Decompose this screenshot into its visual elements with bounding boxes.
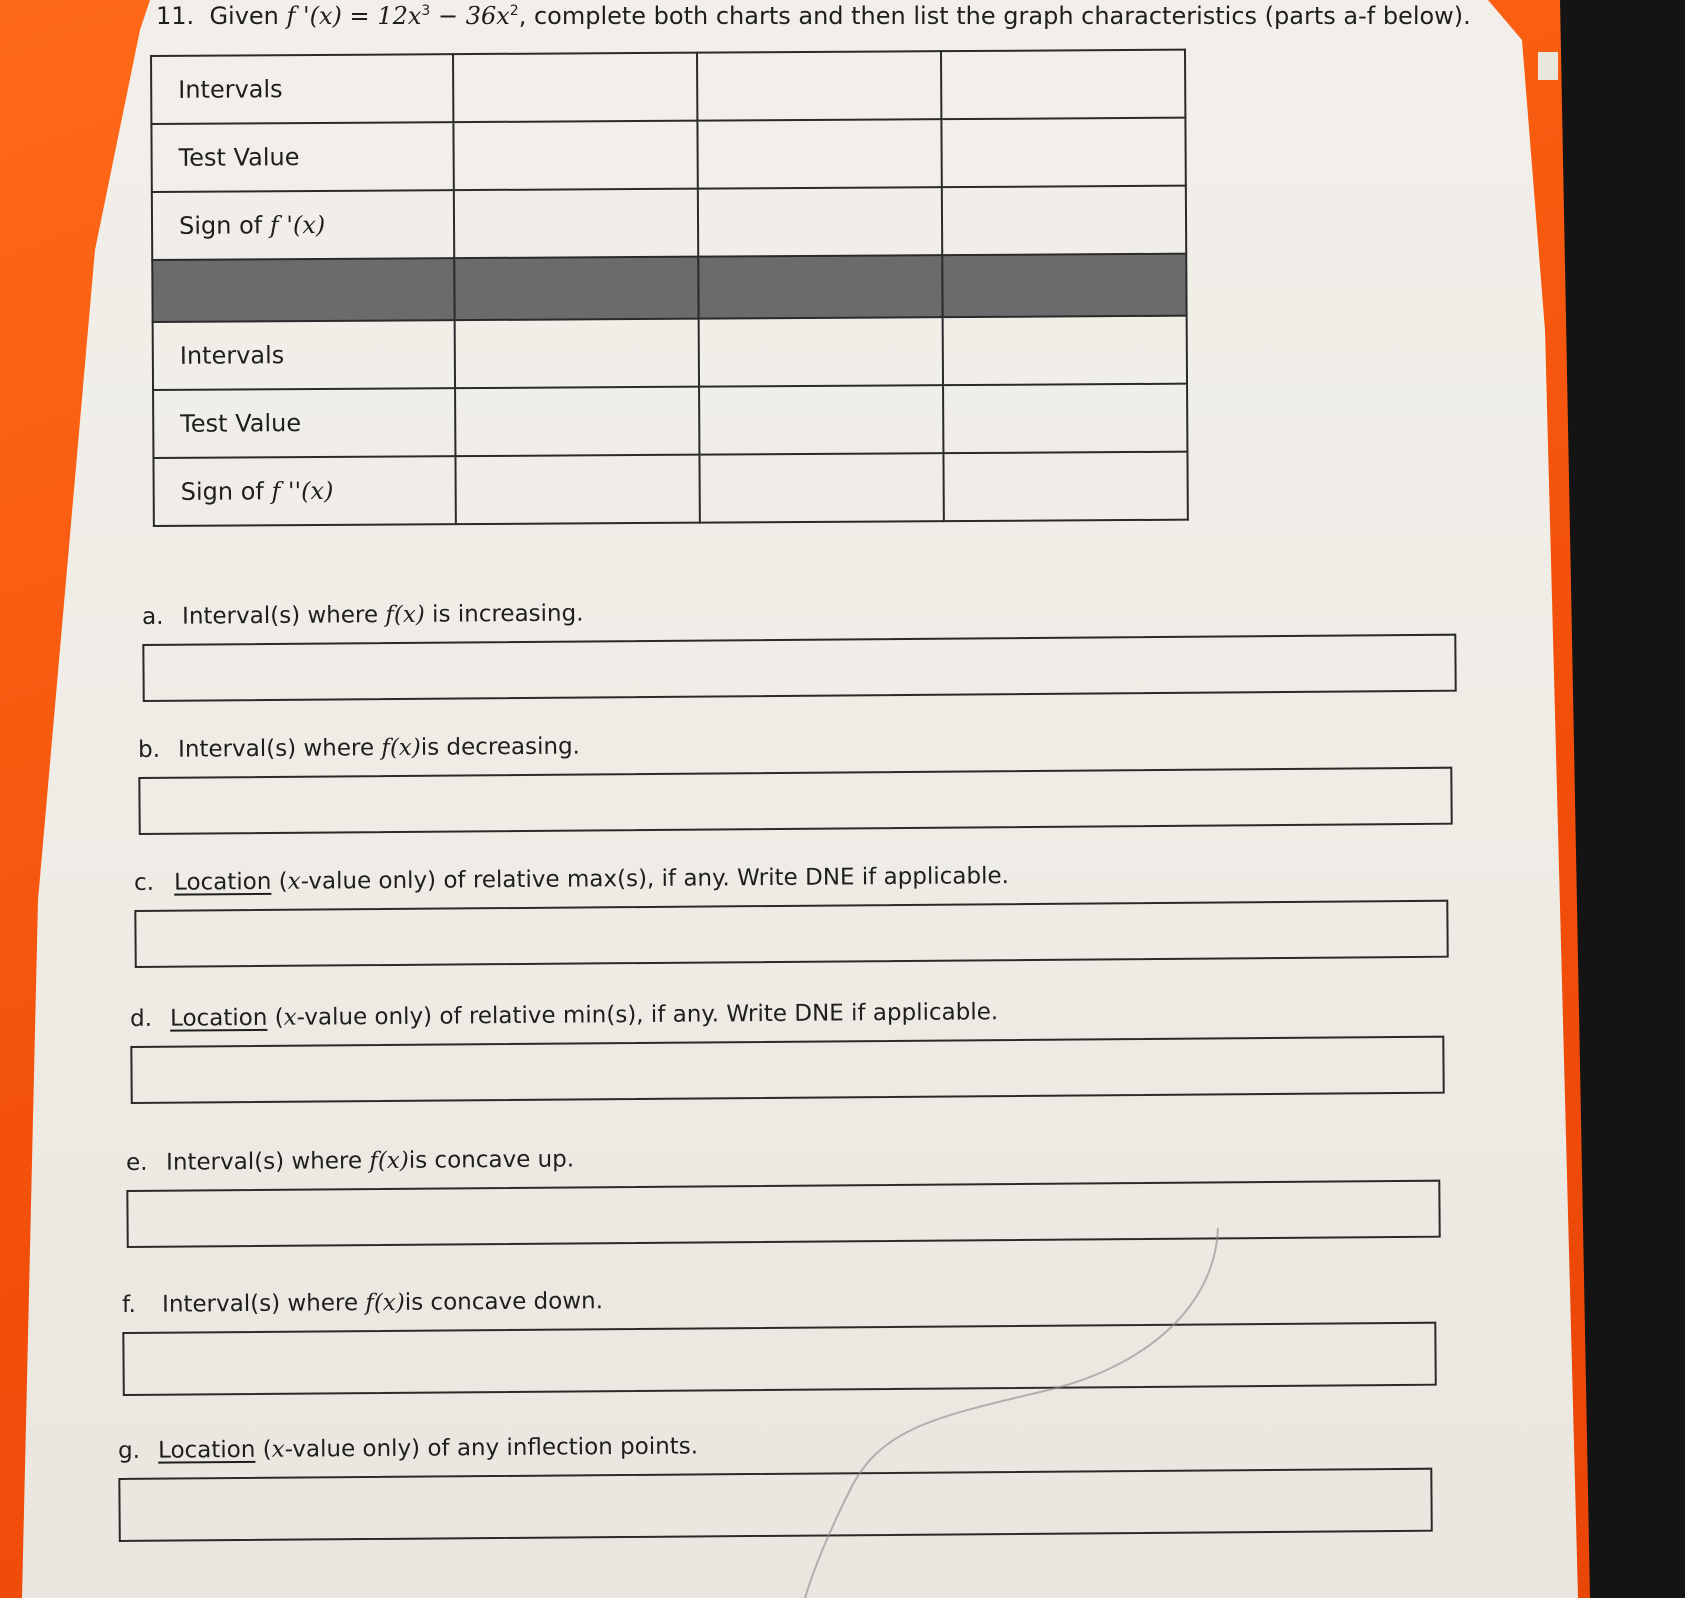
- minus-sign: −: [437, 2, 459, 30]
- part-g-prompt: g. Location (x-value only) of any inflection points.: [118, 1433, 699, 1464]
- part-e-prompt: e. Interval(s) where f(x)is concave up.: [126, 1146, 575, 1176]
- part-d-prompt: d. Location (x-value only) of relative min(s), if any. Write DNE if applicable.: [130, 999, 999, 1032]
- part-f-prompt: f. Interval(s) where f(x)is concave down.: [122, 1288, 604, 1318]
- part-a-prompt: a. Interval(s) where f(x) is increasing.: [142, 600, 584, 630]
- part-letter: f.: [122, 1291, 136, 1318]
- exponent-two: 2: [509, 3, 519, 19]
- second-chart-test-value-label: Test Value: [153, 388, 455, 458]
- sign-of-text: Sign of: [180, 477, 264, 506]
- derivative-lhs: f '(x): [286, 2, 342, 30]
- second-derivative-symbol: f ''(x): [271, 476, 334, 506]
- term-two: 36x: [465, 2, 510, 30]
- part-letter: c.: [134, 869, 155, 896]
- part-letter: a.: [142, 603, 164, 630]
- part-letter: b.: [138, 736, 161, 763]
- question-given: Given: [209, 2, 279, 30]
- question-number: 11.: [156, 2, 195, 30]
- sign-of-text: Sign of: [178, 211, 263, 240]
- first-chart-test-value-label: Test Value: [151, 122, 453, 192]
- part-letter: d.: [130, 1005, 153, 1032]
- part-b-prompt: b. Interval(s) where f(x)is decreasing.: [138, 733, 581, 763]
- exponent-one: 3: [421, 3, 431, 19]
- part-letter: g.: [118, 1437, 141, 1464]
- second-chart-intervals-label: Intervals: [153, 320, 455, 390]
- equals-sign: =: [349, 2, 370, 30]
- part-c-prompt: c. Location (x-value only) of relative max(s), if any. Write DNE if applicable.: [134, 863, 1009, 896]
- question-instructions: , complete both charts and then list the graph characteristics (parts a-f below).: [518, 2, 1471, 30]
- term-one: 12x: [377, 2, 422, 30]
- first-derivative-symbol: f '(x): [269, 210, 326, 240]
- first-chart-intervals-label: Intervals: [151, 54, 453, 124]
- part-letter: e.: [126, 1149, 148, 1176]
